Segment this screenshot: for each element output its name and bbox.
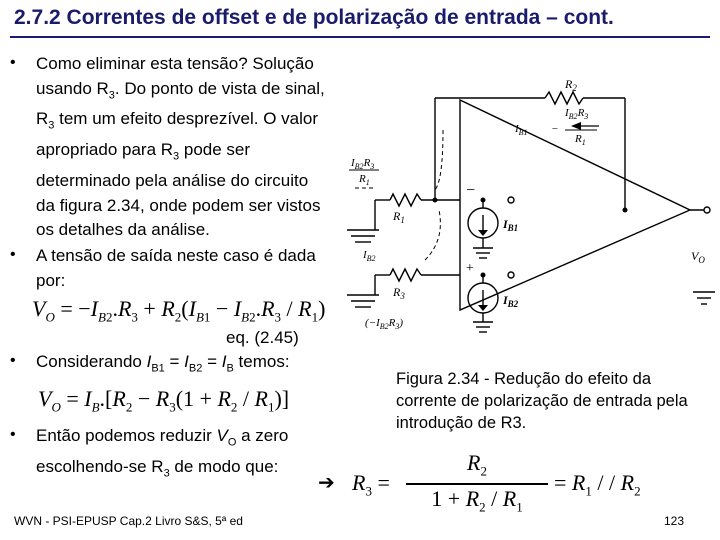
label-inverting-input: − bbox=[465, 182, 476, 199]
bullet-marker: • bbox=[10, 426, 16, 443]
equation-vo-simplified: $V_O = I_B.[R_2 - R_3(1 + R_2 / R_1)]$ bbox=[38, 386, 290, 415]
title-divider bbox=[10, 36, 710, 38]
label-vo: $V_O$ bbox=[691, 249, 705, 265]
slide-title: 2.7.2 Correntes de offset e de polarização de entrada – cont. bbox=[14, 6, 614, 29]
footer-text: WVN - PSI-EPUSP Cap.2 Livro S&S, 5ª ed bbox=[14, 514, 243, 528]
label-r3: $R_3$ bbox=[393, 285, 405, 301]
figure-circuit bbox=[335, 70, 720, 340]
arrow-right-icon: ➔ bbox=[318, 472, 335, 494]
bullet-marker: • bbox=[10, 246, 16, 263]
label-r1: $R_1$ bbox=[393, 209, 405, 225]
label-noninverting-input: + bbox=[465, 261, 475, 276]
label-ib2-r3-r1: $I_{B2}R_3$ bbox=[565, 107, 589, 121]
label-ib1-source: $I_{B1}$ bbox=[503, 217, 519, 233]
label-ib1-top: − bbox=[551, 123, 559, 135]
bullet-marker: • bbox=[10, 54, 16, 71]
label-r2: $R_2$ bbox=[565, 77, 577, 93]
opamp-symbol bbox=[460, 100, 690, 310]
bullet-1-text bbox=[36, 52, 326, 243]
label-ib2-source: $I_{B2}$ bbox=[503, 293, 519, 309]
bullet-marker: • bbox=[10, 352, 16, 369]
label-ib1: $I_{B1}$ bbox=[515, 123, 528, 137]
figure-caption: Figura 2.34 - Redução do efeito da corrente de polarização de entrada pela introdução de R3. bbox=[396, 370, 688, 432]
page-number: 123 bbox=[664, 514, 685, 528]
bullet-3-text bbox=[36, 350, 336, 381]
label-r1-denominator: $R_1$ bbox=[575, 133, 586, 147]
label-r1-fraction: $R_1$ bbox=[359, 173, 370, 187]
label-ib2: $I_{B2}$ bbox=[363, 249, 376, 263]
bullet-4: Então podemos reduzir $V_O$ a zero escolhendo-se $R_3$ de modo que: bbox=[36, 426, 289, 480]
label-ib2r3-over-r1: $I_{B2}R_3$ bbox=[351, 157, 375, 171]
equation-number: eq. (2.45) bbox=[226, 328, 299, 347]
bullet-4-text bbox=[36, 424, 336, 486]
bullet-1: Como eliminar esta tensão? Solução usando $R_3$. Do ponto de vista de sinal, $R_3$ tem um efeito desprezível. O valor apropriado para $R_3$ pode ser determinado pela análise do circuito da figura 2.34, onde podem ser vistos os detalhes da análise. bbox=[36, 54, 325, 240]
bullet-2-text: A tensão de saída neste caso é dada por: bbox=[36, 246, 316, 290]
label-minus-ib2r3: $(-I_{B2}R_3)$ bbox=[365, 317, 404, 331]
bullet-3: Considerando $I_{B1} = I_{B2} = I_B$ temos: bbox=[36, 352, 290, 375]
equation-vo-general: $V_O = -I_{B2}.R_3 + R_2(I_{B1} - I_{B2}.R_3 / R_1)$ bbox=[32, 296, 326, 325]
